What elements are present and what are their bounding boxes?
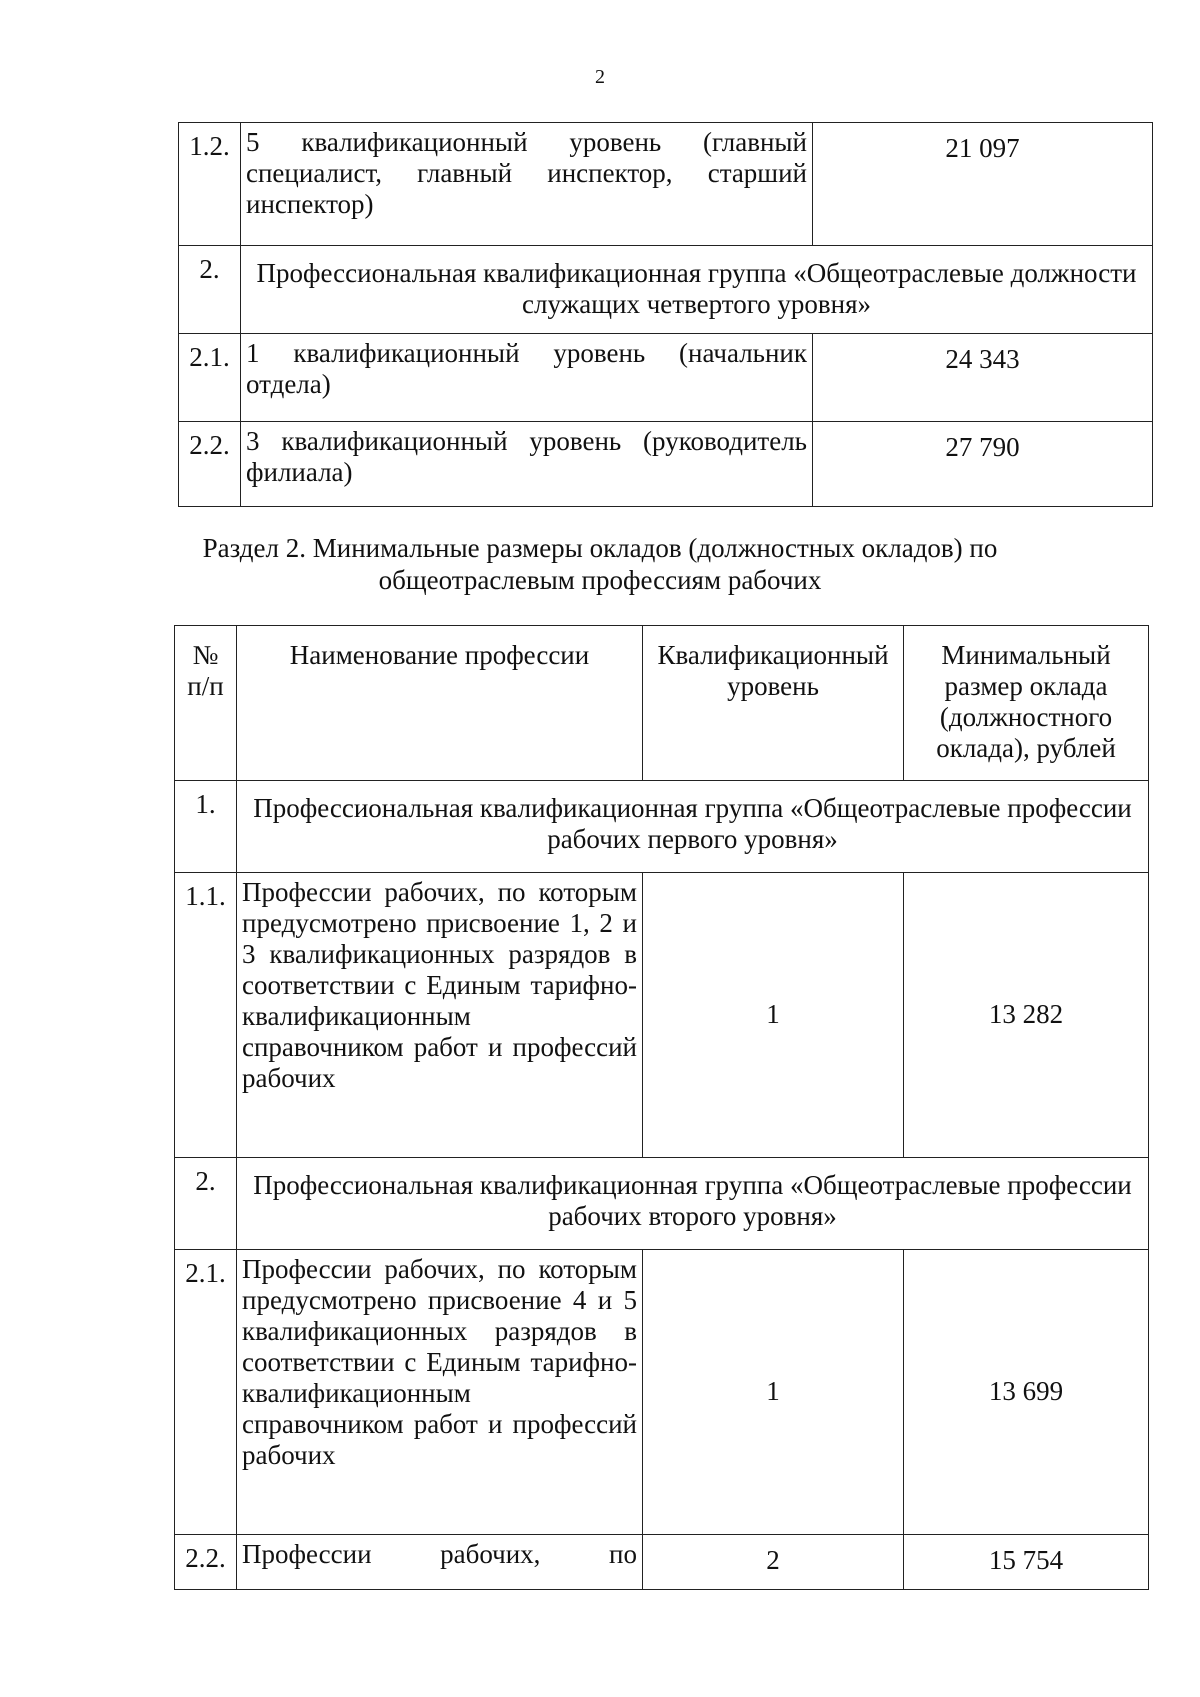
header-number: № п/п [175,626,237,781]
table-row [175,781,1149,873]
row-number: 2.2. [179,422,241,507]
header-qualification-level: Квалификационный уровень [643,626,904,781]
row-number: 2.1. [179,334,241,422]
salary-value: 27 790 [813,422,1153,507]
group-title: Профессиональная квалификационная группа «Общеотраслевые профессии рабочих второго уровня» [237,1158,1149,1250]
page-number: 2 [595,66,605,88]
table-row [175,873,1149,1158]
qualification-name: 3 квалификационный уровень (руководитель филиала) [241,422,813,507]
profession-name: Профессии рабочих, по которым предусмотрено присвоение 4 и 5 квалификационных разрядов в соответствии с Единым тарифно-квалификационным справочником работ и профессий рабочих [237,1250,643,1535]
table-header-row [175,626,1149,781]
profession-name: Профессии рабочих, по которым предусмотрено присвоение 1, 2 и 3 квалификационных разрядов в соответствии с Единым тарифно-квалификационным справочником работ и профессий рабочих [237,873,643,1158]
table-row [175,1250,1149,1535]
table-worker-professions [174,625,1149,1590]
table-row [179,246,1153,334]
group-title: Профессиональная квалификационная группа «Общеотраслевые профессии рабочих первого уровня» [237,781,1149,873]
salary-value: 13 699 [904,1250,1149,1535]
section-title-line: Раздел 2. Минимальные размеры окладов (должностных окладов) по [202,533,998,563]
row-number: 1. [175,781,237,873]
qualification-level: 2 [643,1535,904,1590]
table-row [175,1158,1149,1250]
table-row [179,422,1153,507]
row-number: 2.2. [175,1535,237,1590]
section-title-line: общеотраслевым профессиям рабочих [378,565,822,595]
profession-name: Профессии рабочих, по [237,1535,643,1590]
table-row [179,123,1153,246]
section-title [180,532,1020,596]
qualification-name: 5 квалификационный уровень (главный специалист, главный инспектор, старший инспектор) [241,123,813,246]
row-number: 1.2. [179,123,241,246]
row-number: 2.1. [175,1250,237,1535]
salary-value: 15 754 [904,1535,1149,1590]
qualification-name: 1 квалификационный уровень (начальник отдела) [241,334,813,422]
header-min-salary: Минимальный размер оклада (должностного оклада), рублей [904,626,1149,781]
qualification-level: 1 [643,1250,904,1535]
salary-value: 21 097 [813,123,1153,246]
group-title: Профессиональная квалификационная группа «Общеотраслевые должности служащих четвертого уровня» [241,246,1153,334]
table-staff-levels [178,122,1153,507]
salary-value: 13 282 [904,873,1149,1158]
qualification-level: 1 [643,873,904,1158]
row-number: 2. [175,1158,237,1250]
table-row [175,1535,1149,1590]
salary-value: 24 343 [813,334,1153,422]
row-number: 1.1. [175,873,237,1158]
header-profession-name: Наименование профессии [237,626,643,781]
table-row [179,334,1153,422]
row-number: 2. [179,246,241,334]
